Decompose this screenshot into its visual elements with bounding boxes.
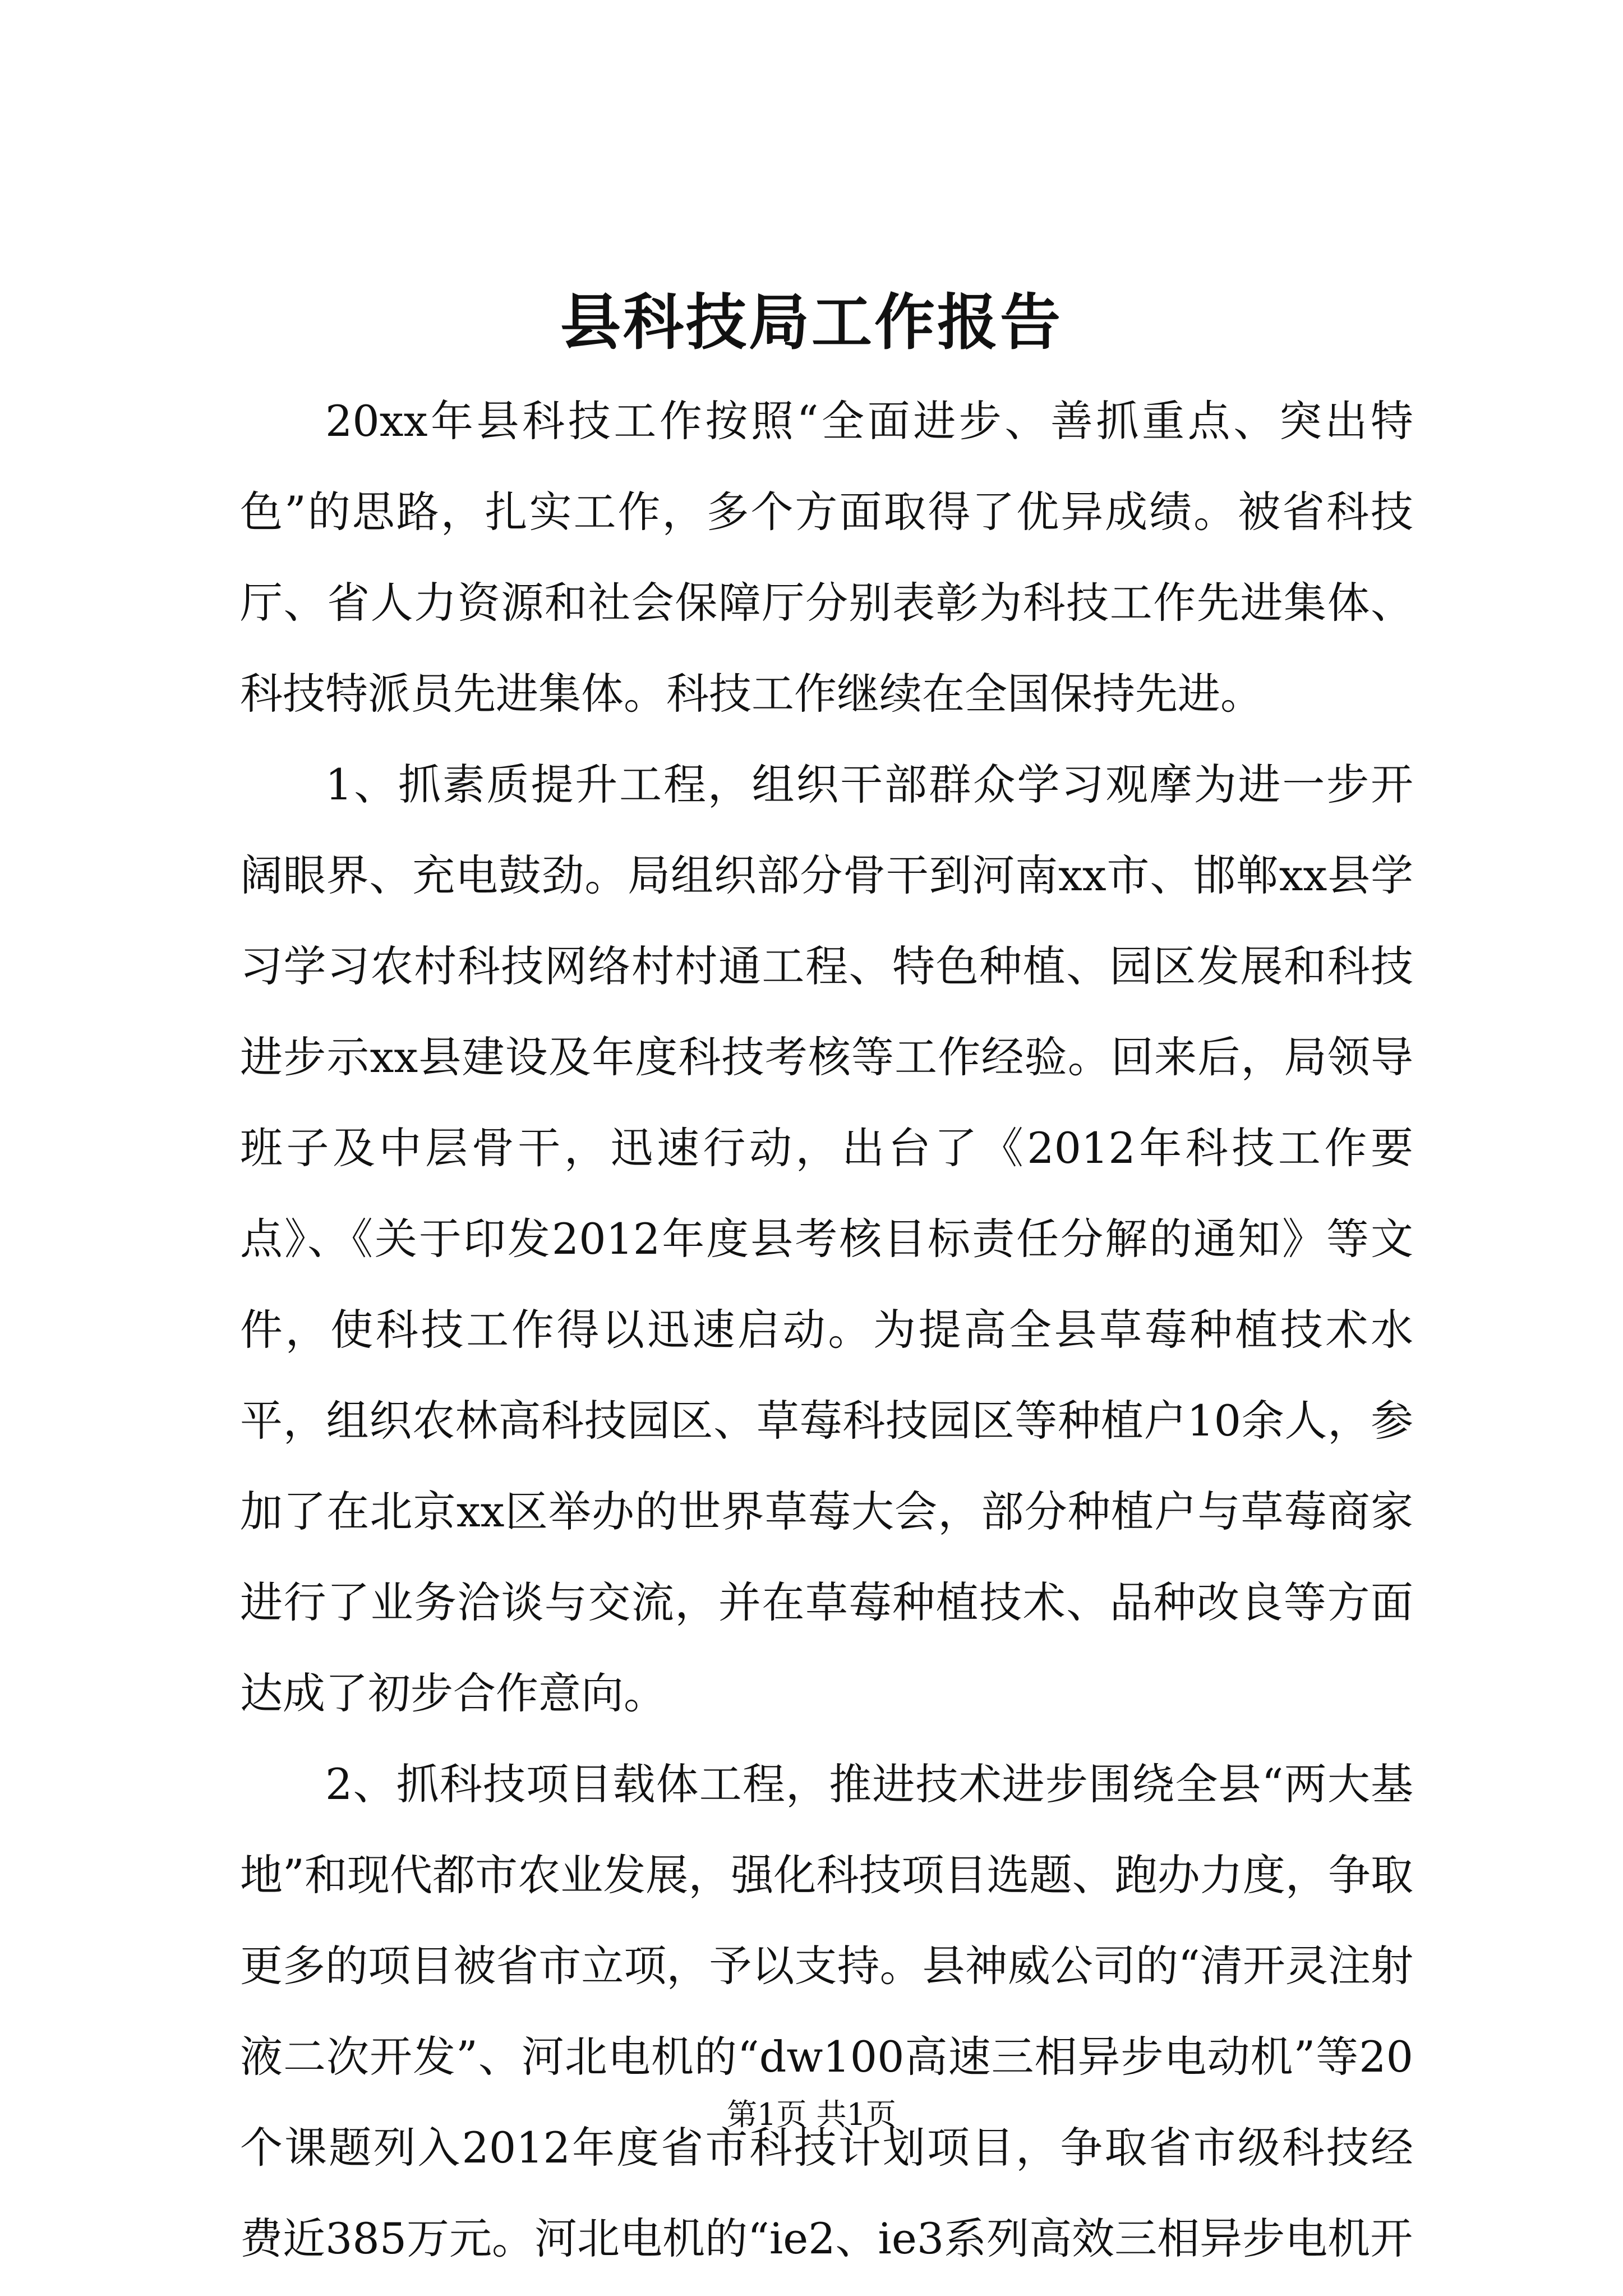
paragraph-item-1: 1、抓素质提升工程，组织干部群众学习观摩为进一步开阔眼界、充电鼓劲。局组织部分骨干到河南xx市、邯郸xx县学习学习农村科技网络村村通工程、特色种植、园区发展和科技进步示xx县建设及年度科技考核等工作经验。回来后，局领导班子及中层骨干，迅速行动，出台了《2012年科技工作要点》、《关于印发2012年度县考核目标责任分解的通知》等文件，使科技工作得以迅速启动。为提高全县草莓种植技术水平，组织农林高科技园区、草莓科技园区等种植户10余人，参加了在北京xx区举办的世界草莓大会，部分种植户与草莓商家进行了业务洽谈与交流，并在草莓种植技术、品种改良等方面达成了初步合作意向。 — [240, 760, 1413, 1718]
document-body — [240, 376, 1413, 2284]
document-title: 县科技局工作报告 — [560, 287, 1063, 358]
page-footer: 第1页 共1页 — [727, 2097, 896, 2132]
paragraph-intro: 20xx年县科技工作按照“全面进步、善抓重点、突出特色”的思路，扎实工作，多个方面取得了优异成绩。被省科技厅、省人力资源和社会保障厅分别表彰为科技工作先进集体、科技特派员先进集体。科技工作继续在全国保持先进。 — [240, 396, 1413, 719]
paragraph-item-2: 2、抓科技项目载体工程，推进技术进步围绕全县“两大基地”和现代都市农业发展，强化科技项目选题、跑办力度，争取更多的项目被省市立项，予以支持。县神威公司的“清开灵注射液二次开发”、河北电机的“dw100高速三相异步电动机”等20个课题列入2012年度省市科技计划项目，争取省市级科技经费近385万元。河北电机的“ie2、ie3系列高效三相异步电机开 — [240, 1759, 1413, 2263]
